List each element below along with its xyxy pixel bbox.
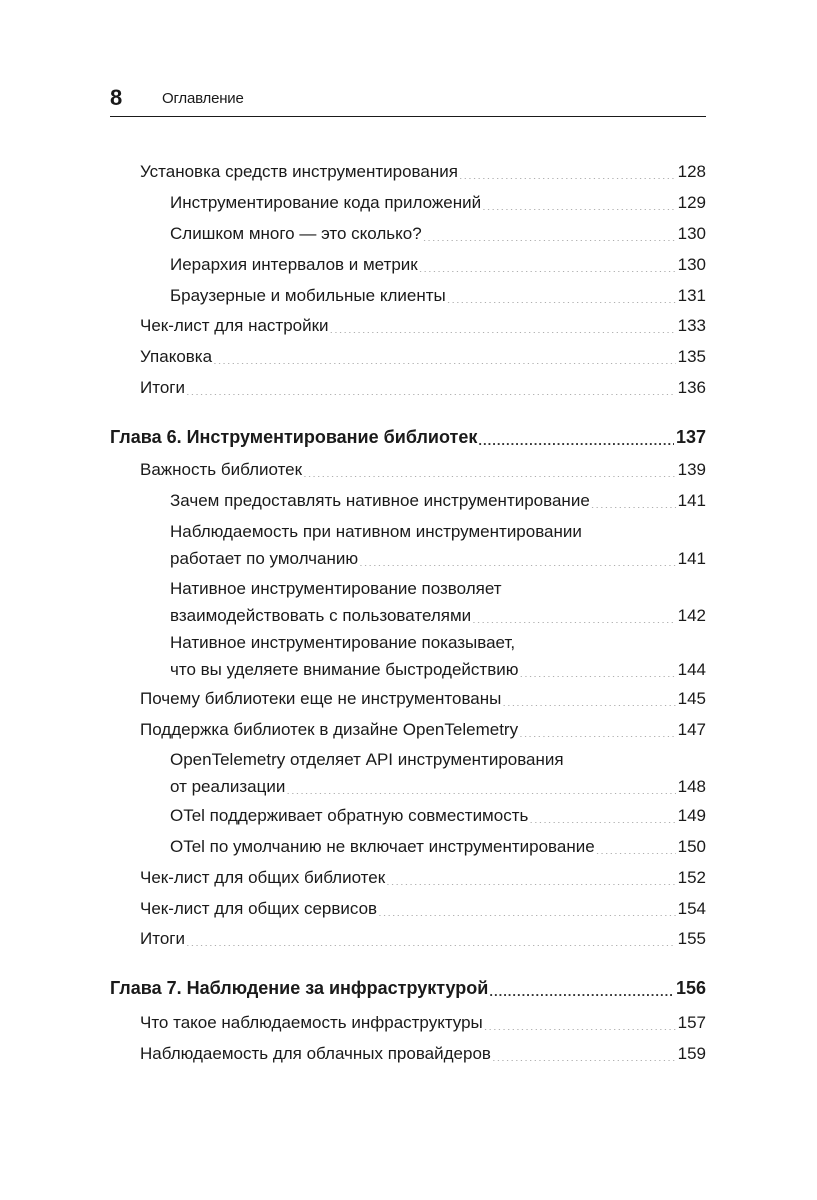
dot-leader	[419, 255, 676, 272]
toc-entry-title: Инструментирование кода приложений	[170, 193, 482, 212]
toc-entry-title: Что такое наблюдаемость инфраструктуры	[140, 1013, 483, 1032]
toc-entry-title: Почему библиотеки еще не инструментованы	[140, 689, 502, 708]
toc-entry	[170, 575, 706, 629]
toc-entry	[170, 518, 706, 572]
toc-page-number: 128	[677, 162, 706, 181]
toc-entry-title: Наблюдаемость для облачных провайдеров	[140, 1044, 491, 1063]
toc-page-number: 147	[677, 720, 706, 739]
toc-page-number: 144	[677, 660, 706, 679]
toc-entry-title: Итоги	[140, 378, 185, 397]
toc-entry	[140, 864, 706, 891]
toc-page-number: 152	[677, 868, 706, 887]
toc-entry	[140, 925, 706, 952]
toc-entry	[170, 189, 706, 216]
dot-leader	[186, 378, 676, 395]
toc-chapter-entry	[110, 975, 706, 1002]
dot-leader	[472, 606, 675, 623]
toc-page-number: 157	[677, 1013, 706, 1032]
toc-chapter-entry	[110, 424, 706, 451]
toc-entry-title: Важность библиотек	[140, 460, 303, 479]
toc-page-number: 148	[677, 777, 706, 796]
dot-leader	[378, 899, 676, 916]
toc-entry	[140, 1040, 706, 1067]
toc-entry	[170, 251, 706, 278]
dot-leader	[359, 549, 675, 566]
toc-page-number: 130	[677, 255, 706, 274]
toc-entry-title: Установка средств инструментирования	[140, 162, 458, 181]
toc-entry	[140, 1009, 706, 1036]
page-number: 8	[110, 85, 123, 110]
dot-leader	[478, 427, 674, 445]
toc-entry-title: Упаковка	[140, 347, 213, 366]
toc-page-number: 155	[677, 929, 706, 948]
toc-page-number: 159	[677, 1044, 706, 1063]
toc-page-number: 142	[677, 606, 706, 625]
toc-entry	[170, 746, 706, 800]
dot-leader	[591, 491, 676, 508]
dot-leader	[186, 929, 676, 946]
toc-entry-title: Глава 6. Инструментирование библиотек	[110, 427, 478, 447]
toc-entry-title-line: Нативное инструментирование позволяет	[170, 579, 502, 598]
toc-entry-title: Браузерные и мобильные клиенты	[170, 286, 446, 305]
toc-entry-title: Глава 7. Наблюдение за инфраструктурой	[110, 978, 489, 998]
toc-page-number: 135	[677, 347, 706, 366]
dot-leader	[519, 720, 676, 737]
toc-entry-title: работает по умолчанию	[170, 549, 359, 568]
running-title: Оглавление	[162, 90, 244, 107]
toc-entry-title: взаимодействовать с пользователями	[170, 606, 472, 625]
toc-entry	[140, 158, 706, 185]
toc-entry	[140, 456, 706, 483]
toc-entry	[170, 629, 706, 683]
toc-page-number: 150	[677, 837, 706, 856]
toc-entry-title: OTel по умолчанию не включает инструментирование	[170, 837, 595, 856]
toc-page-number: 133	[677, 316, 706, 335]
dot-leader	[482, 193, 676, 210]
dot-leader	[492, 1044, 676, 1061]
toc-entry	[140, 685, 706, 712]
toc-entry	[170, 220, 706, 247]
toc-entry	[140, 716, 706, 743]
toc-page-number: 131	[677, 286, 706, 305]
toc-entry-title: Чек-лист для общих библиотек	[140, 868, 386, 887]
dot-leader	[330, 316, 676, 333]
toc-page-number: 130	[677, 224, 706, 243]
dot-leader	[529, 806, 675, 823]
toc-page-number: 154	[677, 899, 706, 918]
dot-leader	[502, 689, 675, 706]
toc-entry-title: от реализации	[170, 777, 286, 796]
dot-leader	[484, 1013, 676, 1030]
toc-entry	[140, 895, 706, 922]
dot-leader	[447, 286, 676, 303]
toc-entry-title-line: Нативное инструментирование показывает,	[170, 633, 516, 652]
toc-entry	[170, 802, 706, 829]
dot-leader	[489, 978, 674, 996]
toc-entry-title-line: OpenTelemetry отделяет API инструментирования	[170, 750, 564, 769]
toc-entry-title: Слишком много — это сколько?	[170, 224, 422, 243]
toc-page-number: 141	[677, 549, 706, 568]
toc-entry-title-line: Наблюдаемость при нативном инструментировании	[170, 522, 582, 541]
toc-entry	[140, 312, 706, 339]
toc-entry-title: Иерархия интервалов и метрик	[170, 255, 418, 274]
toc-entry-title: Поддержка библиотек в дизайне OpenTelemetry	[140, 720, 519, 739]
dot-leader	[286, 777, 675, 794]
dot-leader	[386, 868, 675, 885]
dot-leader	[213, 347, 676, 364]
toc-entry-title: Чек-лист для настройки	[140, 316, 329, 335]
toc-entry	[140, 343, 706, 370]
toc-page-number: 139	[677, 460, 706, 479]
toc-page-number: 149	[677, 806, 706, 825]
toc-page-number: 137	[675, 427, 706, 447]
toc-entry	[170, 282, 706, 309]
toc-entry	[170, 833, 706, 860]
dot-leader	[303, 460, 676, 477]
toc-entry-title: Чек-лист для общих сервисов	[140, 899, 378, 918]
toc-entry-title: Зачем предоставлять нативное инструментирование	[170, 491, 590, 510]
toc-page-number: 156	[675, 978, 706, 998]
toc-entry	[140, 374, 706, 401]
page-header	[110, 84, 706, 117]
dot-leader	[423, 224, 676, 241]
toc-page-number: 129	[677, 193, 706, 212]
toc-entry-title: что вы уделяете внимание быстродействию	[170, 660, 519, 679]
toc-page-number: 136	[677, 378, 706, 397]
dot-leader	[519, 660, 675, 677]
dot-leader	[596, 837, 676, 854]
toc-page-number: 145	[677, 689, 706, 708]
toc-page-number: 141	[677, 491, 706, 510]
toc-entry	[170, 487, 706, 514]
toc-entry-title: OTel поддерживает обратную совместимость	[170, 806, 529, 825]
dot-leader	[459, 162, 676, 179]
toc-entry-title: Итоги	[140, 929, 185, 948]
